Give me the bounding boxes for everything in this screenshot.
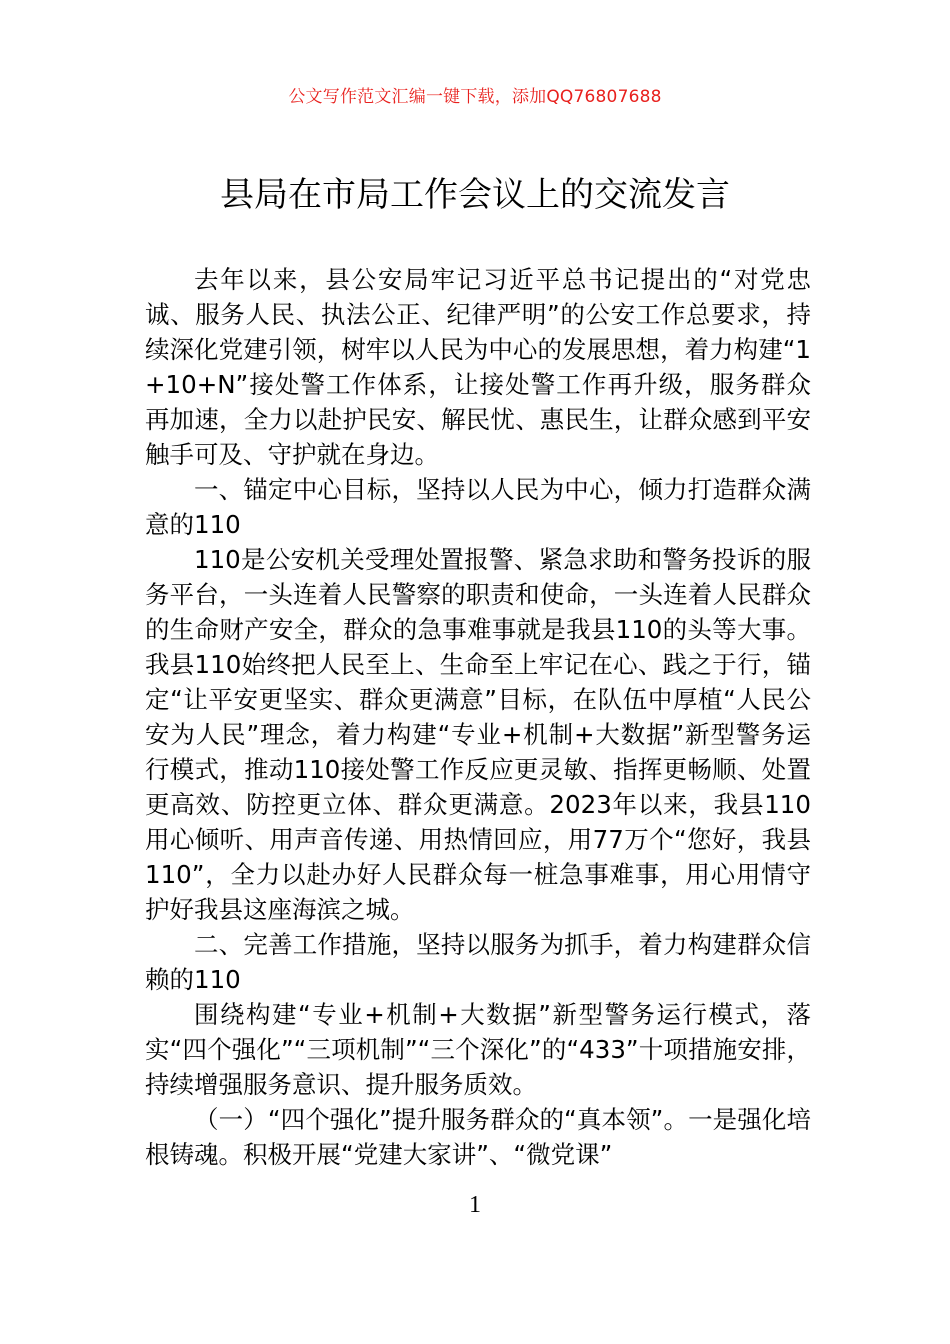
section-heading-1: 一、锚定中心目标，坚持以人民为中心，倾力打造群众满意的110: [145, 475, 811, 539]
paragraph-intro: 去年以来，县公安局牢记习近平总书记提出的“对党忠诚、服务人民、执法公正、纪律严明”的公安工作总要求，持续深化党建引领，树牢以人民为中心的发展思想，着力构建“1+10+N”接处警工作体系，让接处警工作再升级，服务群众再加速，全力以赴护民安、解民忧、惠民生，让群众感到平安触手可及、守护就在身边。: [145, 265, 811, 469]
section-heading-2: 二、完善工作措施，坚持以服务为抓手，着力构建群众信赖的110: [145, 930, 811, 994]
header-watermark: 公文写作范文汇编一键下载，添加QQ76807688: [288, 87, 662, 107]
paragraph-section-2: 围绕构建“专业+机制+大数据”新型警务运行模式，落实“四个强化”“三项机制”“三个深化”的“433”十项措施安排，持续增强服务意识、提升服务质效。: [145, 1000, 811, 1099]
document-title: 县局在市局工作会议上的交流发言: [220, 175, 730, 215]
page-number: 1: [469, 1192, 481, 1218]
paragraph-section-1: 110是公安机关受理处置报警、紧急求助和警务投诉的服务平台，一头连着人民警察的职责和使命，一头连着人民群众的生命财产安全，群众的急事难事就是我县110的头等大事。我县110始终把人民至上、生命至上牢记在心、践之于行，锚定“让平安更坚实、群众更满意”目标，在队伍中厚植“人民公安为人民”理念，着力构建“专业+机制+大数据”新型警务运行模式，推动110接处警工作反应更灵敏、指挥更畅顺、处置更高效、防控更立体、群众更满意。2023年以来，我县110用心倾听、用声音传递、用热情回应，用77万个“您好，我县110”，全力以赴办好人民群众每一桩急事难事，用心用情守护好我县这座海滨之城。: [145, 545, 811, 924]
document-body: [145, 262, 811, 1172]
paragraph-subsection-1: （一）“四个强化”提升服务群众的“真本领”。一是强化培根铸魂。积极开展“党建大家讲”、“微党课”: [145, 1105, 811, 1169]
